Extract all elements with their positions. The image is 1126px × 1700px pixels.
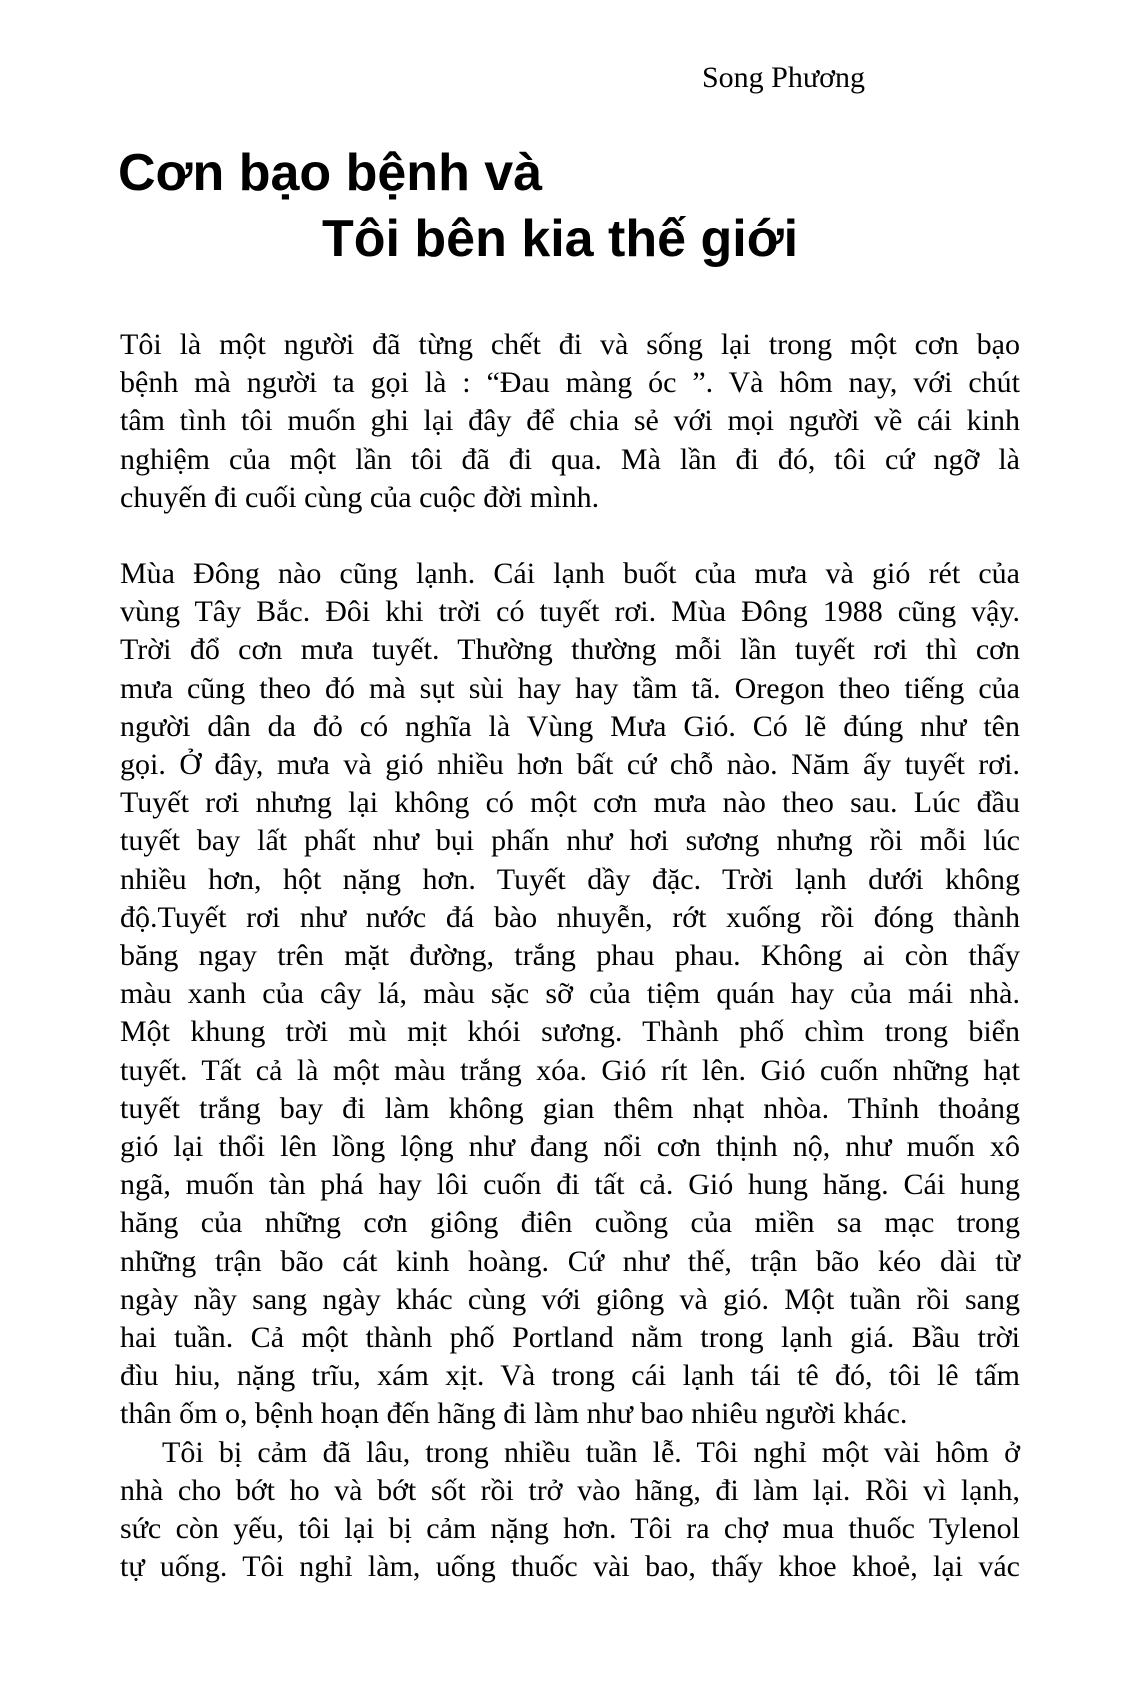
text-line: hai tuần. Cả một thành phố Portland nằm trong lạnh giá. Bầu trời — [120, 1321, 1020, 1355]
text-line: ngày nầy sang ngày khác cùng với giông và gió. Một tuần rồi sang — [120, 1282, 1020, 1316]
text-line: gió lại thổi lên lồng lộng như đang nổi cơn thịnh nộ, như muốn xô — [120, 1130, 1020, 1164]
text-line: sức còn yếu, tôi lại bị cảm nặng hơn. Tôi ra chợ mua thuốc Tylenol — [120, 1512, 1020, 1546]
author-name: Song Phương — [702, 61, 865, 94]
text-line: người dân da đỏ có nghĩa là Vùng Mưa Gió. Có lẽ đúng như tên — [120, 709, 1020, 743]
text-line: thân ốm o, bệnh hoạn đến hãng đi làm như bao nhiêu người khác. — [120, 1397, 908, 1431]
text-line: Tuyết rơi nhưng lại không có một cơn mưa nào theo sau. Lúc đầu — [120, 786, 1020, 820]
text-line: Tôi bị cảm đã lâu, trong nhiều tuần lễ. Tôi nghỉ một vài hôm ở — [162, 1435, 1020, 1469]
text-line: hăng của những cơn giông điên cuồng của miền sa mạc trong — [120, 1206, 1020, 1240]
text-line: độ.Tuyết rơi như nước đá bào nhuyễn, rớt xuống rồi đóng thành — [120, 900, 1020, 934]
text-line: gọi. Ở đây, mưa và gió nhiều hơn bất cứ chỗ nào. Năm ấy tuyết rơi. — [120, 748, 1020, 782]
article-body — [120, 326, 1020, 1587]
text-line: những trận bão cát kinh hoàng. Cứ như thế, trận bão kéo dài từ — [120, 1244, 1020, 1278]
text-line: tâm tình tôi muốn ghi lại đây để chia sẻ với mọi người về cái kinh — [120, 404, 1020, 438]
text-line: nhiều hơn, hột nặng hơn. Tuyết dầy đặc. Trời lạnh dưới không — [120, 862, 1020, 896]
title-line-2: Tôi bên kia thế giới — [322, 210, 799, 268]
text-line: tuyết trắng bay đi làm không gian thêm nhạt nhòa. Thỉnh thoảng — [120, 1091, 1020, 1125]
text-line: vùng Tây Bắc. Đôi khi trời có tuyết rơi. Mùa Đông 1988 cũng vậy. — [120, 595, 1020, 629]
text-line: tuyết bay lất phất như bụi phấn như hơi sương nhưng rồi mỗi lúc — [120, 824, 1020, 858]
paragraph-2 — [120, 555, 1020, 1434]
text-line: Một khung trời mù mịt khói sương. Thành phố chìm trong biển — [120, 1015, 1020, 1049]
text-line: Tôi là một người đã từng chết đi và sống lại trong một cơn bạo — [120, 328, 1020, 361]
text-line: băng ngay trên mặt đường, trắng phau phau. Không ai còn thấy — [120, 939, 1020, 973]
page-title — [118, 140, 1018, 272]
paragraph-3 — [120, 1434, 1020, 1587]
text-line: nhà cho bớt ho và bớt sốt rồi trở vào hãng, đi làm lại. Rồi vì lạnh, — [120, 1473, 1020, 1507]
text-line: bệnh mà người ta gọi là : “Đau màng óc ”. Và hôm nay, với chút — [120, 366, 1020, 400]
text-line: màu xanh của cây lá, màu sặc sỡ của tiệm quán hay của mái nhà. — [120, 977, 1020, 1011]
text-line: đìu hiu, nặng trĩu, xám xịt. Và trong cái lạnh tái tê đó, tôi lê tấm — [120, 1359, 1020, 1393]
text-line: tuyết. Tất cả là một màu trắng xóa. Gió rít lên. Gió cuốn những hạt — [120, 1053, 1020, 1087]
title-line-1: Cơn bạo bệnh và — [118, 144, 543, 202]
text-line: mưa cũng theo đó mà sụt sùi hay hay tầm tã. Oregon theo tiếng của — [120, 671, 1020, 705]
paragraph-1 — [120, 326, 1020, 517]
text-line: ngã, muốn tàn phá hay lôi cuốn đi tất cả. Gió hung hăng. Cái hung — [120, 1168, 1020, 1202]
text-line: Trời đổ cơn mưa tuyết. Thường thường mỗi lần tuyết rơi thì cơn — [120, 633, 1020, 667]
text-line: tự uống. Tôi nghỉ làm, uống thuốc vài bao, thấy khoe khoẻ, lại vác — [120, 1550, 1020, 1584]
text-line: nghiệm của một lần tôi đã đi qua. Mà lần đi đó, tôi cứ ngỡ là — [120, 442, 1020, 476]
text-line: chuyến đi cuối cùng của cuộc đời mình. — [120, 480, 600, 514]
text-line: Mùa Đông nào cũng lạnh. Cái lạnh buốt của mưa và gió rét của — [120, 557, 1020, 591]
